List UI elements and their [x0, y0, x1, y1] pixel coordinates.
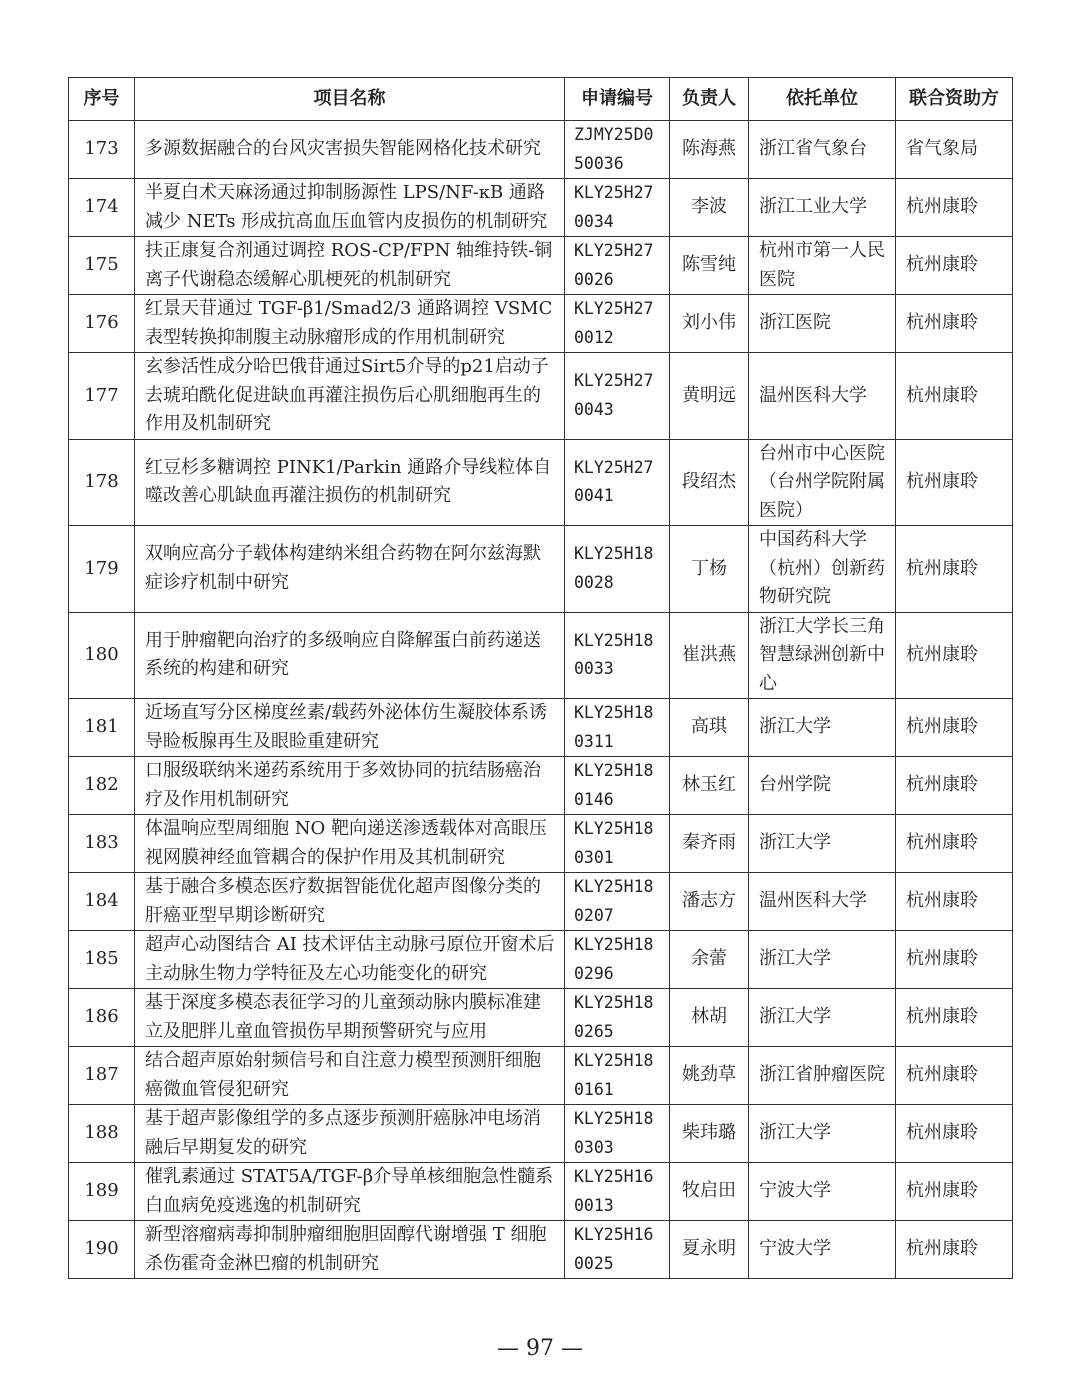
cell-joint-funder: 杭州康聆	[896, 1163, 1013, 1221]
cell-host-unit: 中国药科大学（杭州）创新药物研究院	[749, 526, 896, 613]
cell-joint-funder: 省气象局	[896, 121, 1013, 179]
table-row	[69, 439, 1013, 526]
cell-project-name: 口服级联纳米递药系统用于多效协同的抗结肠癌治疗及作用机制研究	[135, 757, 565, 815]
cell-person-in-charge: 牧启田	[670, 1163, 749, 1221]
cell-project-name: 双响应高分子载体构建纳米组合药物在阿尔兹海默症诊疗机制中研究	[135, 526, 565, 613]
header-joint-funder: 联合资助方	[896, 78, 1013, 121]
cell-joint-funder: 杭州康聆	[896, 179, 1013, 237]
header-host-unit: 依托单位	[749, 78, 896, 121]
cell-application-code: KLY25H180161	[565, 1047, 670, 1105]
cell-project-name: 扶正康复合剂通过调控 ROS-CP/FPN 轴维持铁-铜离子代谢稳态缓解心肌梗死的机制研究	[135, 237, 565, 295]
cell-person-in-charge: 林胡	[670, 989, 749, 1047]
table-body	[69, 121, 1013, 1279]
cell-person-in-charge: 段绍杰	[670, 439, 749, 526]
cell-joint-funder: 杭州康聆	[896, 931, 1013, 989]
cell-joint-funder: 杭州康聆	[896, 237, 1013, 295]
cell-person-in-charge: 陈雪纯	[670, 237, 749, 295]
cell-application-code: KLY25H180033	[565, 612, 670, 699]
cell-serial: 180	[69, 612, 135, 699]
cell-joint-funder: 杭州康聆	[896, 1221, 1013, 1279]
cell-application-code: KLY25H180207	[565, 873, 670, 931]
cell-project-name: 体温响应型周细胞 NO 靶向递送渗透载体对高眼压视网膜神经血管耦合的保护作用及其机制研究	[135, 815, 565, 873]
cell-joint-funder: 杭州康聆	[896, 1047, 1013, 1105]
cell-person-in-charge: 丁杨	[670, 526, 749, 613]
cell-host-unit: 浙江医院	[749, 295, 896, 353]
page-number: — 97 —	[497, 1336, 583, 1361]
cell-application-code: KLY25H180028	[565, 526, 670, 613]
cell-project-name: 基于深度多模态表征学习的儿童颈动脉内膜标准建立及肥胖儿童血管损伤早期预警研究与应用	[135, 989, 565, 1047]
cell-serial: 181	[69, 699, 135, 757]
cell-serial: 190	[69, 1221, 135, 1279]
cell-serial: 178	[69, 439, 135, 526]
cell-host-unit: 浙江大学	[749, 1105, 896, 1163]
cell-person-in-charge: 刘小伟	[670, 295, 749, 353]
cell-serial: 184	[69, 873, 135, 931]
table-row	[69, 989, 1013, 1047]
cell-application-code: KLY25H160013	[565, 1163, 670, 1221]
cell-serial: 188	[69, 1105, 135, 1163]
cell-serial: 186	[69, 989, 135, 1047]
cell-person-in-charge: 潘志方	[670, 873, 749, 931]
cell-joint-funder: 杭州康聆	[896, 353, 1013, 440]
table-row	[69, 931, 1013, 989]
cell-person-in-charge: 陈海燕	[670, 121, 749, 179]
cell-application-code: KLY25H180265	[565, 989, 670, 1047]
cell-host-unit: 台州市中心医院（台州学院附属医院）	[749, 439, 896, 526]
cell-joint-funder: 杭州康聆	[896, 612, 1013, 699]
cell-project-name: 近场直写分区梯度丝素/载药外泌体仿生凝胶体系诱导睑板腺再生及眼睑重建研究	[135, 699, 565, 757]
cell-host-unit: 浙江大学长三角智慧绿洲创新中心	[749, 612, 896, 699]
table-row	[69, 1105, 1013, 1163]
cell-project-name: 新型溶瘤病毒抑制肿瘤细胞胆固醇代谢增强 T 细胞杀伤霍奇金淋巴瘤的机制研究	[135, 1221, 565, 1279]
cell-person-in-charge: 高琪	[670, 699, 749, 757]
cell-application-code: KLY25H180301	[565, 815, 670, 873]
table-row	[69, 179, 1013, 237]
cell-person-in-charge: 李波	[670, 179, 749, 237]
cell-serial: 185	[69, 931, 135, 989]
header-application-code: 申请编号	[565, 78, 670, 121]
cell-person-in-charge: 夏永明	[670, 1221, 749, 1279]
cell-project-name: 结合超声原始射频信号和自注意力模型预测肝细胞癌微血管侵犯研究	[135, 1047, 565, 1105]
cell-host-unit: 浙江工业大学	[749, 179, 896, 237]
cell-application-code: KLY25H180296	[565, 931, 670, 989]
cell-application-code: ZJMY25D050036	[565, 121, 670, 179]
table-row	[69, 295, 1013, 353]
cell-joint-funder: 杭州康聆	[896, 526, 1013, 613]
cell-application-code: KLY25H160025	[565, 1221, 670, 1279]
cell-host-unit: 浙江大学	[749, 699, 896, 757]
cell-host-unit: 浙江大学	[749, 931, 896, 989]
cell-host-unit: 宁波大学	[749, 1163, 896, 1221]
cell-serial: 175	[69, 237, 135, 295]
cell-person-in-charge: 秦齐雨	[670, 815, 749, 873]
cell-serial: 187	[69, 1047, 135, 1105]
table-row	[69, 526, 1013, 613]
cell-serial: 173	[69, 121, 135, 179]
header-person-in-charge: 负责人	[670, 78, 749, 121]
table-header-row	[69, 78, 1013, 121]
cell-application-code: KLY25H180311	[565, 699, 670, 757]
table-row	[69, 353, 1013, 440]
cell-project-name: 多源数据融合的台风灾害损失智能网格化技术研究	[135, 121, 565, 179]
cell-serial: 182	[69, 757, 135, 815]
header-serial: 序号	[69, 78, 135, 121]
project-table	[68, 77, 1013, 1279]
table-row	[69, 699, 1013, 757]
cell-joint-funder: 杭州康聆	[896, 699, 1013, 757]
cell-host-unit: 浙江大学	[749, 989, 896, 1047]
table-row	[69, 612, 1013, 699]
cell-serial: 177	[69, 353, 135, 440]
cell-person-in-charge: 林玉红	[670, 757, 749, 815]
table-row	[69, 1163, 1013, 1221]
cell-application-code: KLY25H180303	[565, 1105, 670, 1163]
cell-host-unit: 浙江省肿瘤医院	[749, 1047, 896, 1105]
cell-application-code: KLY25H270041	[565, 439, 670, 526]
cell-joint-funder: 杭州康聆	[896, 989, 1013, 1047]
cell-project-name: 半夏白术天麻汤通过抑制肠源性 LPS/NF-κB 通路减少 NETs 形成抗高血压血管内皮损伤的机制研究	[135, 179, 565, 237]
cell-host-unit: 浙江省气象台	[749, 121, 896, 179]
cell-joint-funder: 杭州康聆	[896, 815, 1013, 873]
cell-project-name: 基于超声影像组学的多点逐步预测肝癌脉冲电场消融后早期复发的研究	[135, 1105, 565, 1163]
cell-joint-funder: 杭州康聆	[896, 295, 1013, 353]
cell-joint-funder: 杭州康聆	[896, 1105, 1013, 1163]
cell-serial: 179	[69, 526, 135, 613]
cell-person-in-charge: 崔洪燕	[670, 612, 749, 699]
table-row	[69, 121, 1013, 179]
cell-project-name: 玄参活性成分哈巴俄苷通过Sirt5介导的p21启动子去琥珀酰化促进缺血再灌注损伤后心肌细胞再生的作用及机制研究	[135, 353, 565, 440]
cell-host-unit: 杭州市第一人民医院	[749, 237, 896, 295]
cell-host-unit: 温州医科大学	[749, 873, 896, 931]
cell-host-unit: 宁波大学	[749, 1221, 896, 1279]
cell-person-in-charge: 黄明远	[670, 353, 749, 440]
cell-serial: 176	[69, 295, 135, 353]
cell-project-name: 用于肿瘤靶向治疗的多级响应自降解蛋白前药递送系统的构建和研究	[135, 612, 565, 699]
cell-person-in-charge: 余蕾	[670, 931, 749, 989]
cell-project-name: 红景天苷通过 TGF-β1/Smad2/3 通路调控 VSMC 表型转换抑制腹主动脉瘤形成的作用机制研究	[135, 295, 565, 353]
cell-application-code: KLY25H270012	[565, 295, 670, 353]
cell-person-in-charge: 柴玮璐	[670, 1105, 749, 1163]
table-row	[69, 1221, 1013, 1279]
cell-serial: 189	[69, 1163, 135, 1221]
table-row	[69, 1047, 1013, 1105]
cell-application-code: KLY25H270043	[565, 353, 670, 440]
cell-serial: 174	[69, 179, 135, 237]
cell-host-unit: 台州学院	[749, 757, 896, 815]
cell-serial: 183	[69, 815, 135, 873]
cell-joint-funder: 杭州康聆	[896, 873, 1013, 931]
cell-application-code: KLY25H180146	[565, 757, 670, 815]
table-row	[69, 757, 1013, 815]
cell-host-unit: 温州医科大学	[749, 353, 896, 440]
cell-project-name: 红豆杉多糖调控 PINK1/Parkin 通路介导线粒体自噬改善心肌缺血再灌注损伤的机制研究	[135, 439, 565, 526]
cell-application-code: KLY25H270034	[565, 179, 670, 237]
cell-joint-funder: 杭州康聆	[896, 439, 1013, 526]
cell-joint-funder: 杭州康聆	[896, 757, 1013, 815]
header-project-name: 项目名称	[135, 78, 565, 121]
cell-project-name: 催乳素通过 STAT5A/TGF-β介导单核细胞急性髓系白血病免疫逃逸的机制研究	[135, 1163, 565, 1221]
table-row	[69, 873, 1013, 931]
cell-project-name: 超声心动图结合 AI 技术评估主动脉弓原位开窗术后主动脉生物力学特征及左心功能变化的研究	[135, 931, 565, 989]
cell-person-in-charge: 姚劲草	[670, 1047, 749, 1105]
cell-application-code: KLY25H270026	[565, 237, 670, 295]
cell-host-unit: 浙江大学	[749, 815, 896, 873]
cell-project-name: 基于融合多模态医疗数据智能优化超声图像分类的肝癌亚型早期诊断研究	[135, 873, 565, 931]
table-row	[69, 237, 1013, 295]
table-row	[69, 815, 1013, 873]
